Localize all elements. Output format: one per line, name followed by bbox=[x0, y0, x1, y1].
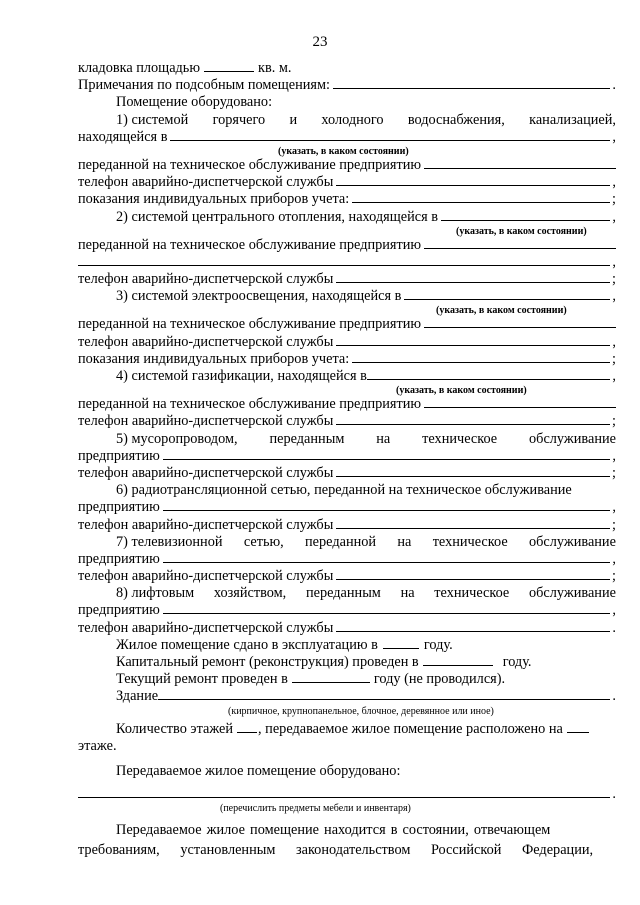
specify-state-note: (указать, в каком состоянии) bbox=[278, 145, 409, 157]
notes-aux-label: Примечания по подсобным помещениям: bbox=[78, 77, 331, 94]
electric-service-line bbox=[78, 316, 616, 333]
phone-label: телефон аварийно-диспетчерской службы bbox=[78, 464, 334, 481]
water-meter-blank bbox=[352, 191, 610, 203]
tv-phone-line: телефон аварийно-диспетчерской службы ; bbox=[78, 568, 616, 585]
lift-enterprise-blank bbox=[163, 602, 611, 614]
year-word: году. bbox=[423, 636, 453, 653]
current-repair-line bbox=[78, 671, 616, 688]
building-type-blank bbox=[158, 688, 610, 700]
heating-phone-blank bbox=[336, 271, 610, 283]
tv-enterprise-blank bbox=[163, 551, 611, 563]
gas-state-blank bbox=[367, 368, 611, 380]
radio-label: 6) радиотрансляционной сетью, переданной на техническое обслуживание bbox=[116, 482, 572, 499]
specify-state-note: (указать, в каком состоянии) bbox=[396, 385, 527, 397]
electric-label: 3) системой электроосвещения, находящейся в bbox=[116, 288, 402, 305]
water-meter-line: показания индивидуальных приборов учета: ; bbox=[78, 191, 616, 208]
water-located-line: находящейся в , bbox=[78, 128, 616, 145]
water-service-line bbox=[78, 157, 616, 174]
floors-cont-line bbox=[78, 738, 616, 755]
radio-phone-blank bbox=[336, 517, 610, 529]
final-text-1: Передаваемое жилое помещение находится в состоянии, отвечающем bbox=[116, 822, 551, 839]
storage-label: кладовка площадью bbox=[78, 60, 201, 76]
enterprise-label: предприятию bbox=[78, 550, 160, 567]
garbage-phone-blank bbox=[336, 465, 610, 477]
specify-state-note: (указать, в каком состоянии) bbox=[456, 225, 587, 237]
word: переданным bbox=[269, 430, 345, 447]
capital-repair-year-blank bbox=[423, 654, 493, 666]
service-label: переданной на техническое обслуживание предприятию bbox=[78, 396, 422, 413]
phone-label: телефон аварийно-диспетчерской службы bbox=[78, 174, 334, 191]
service-label: переданной на техническое обслуживание предприятию bbox=[78, 236, 422, 253]
electric-line: 3) системой электроосвещения, находящейся в , bbox=[116, 288, 616, 305]
lift-enterprise-line: предприятию , bbox=[78, 602, 616, 619]
water-phone-line: телефон аварийно-диспетчерской службы , bbox=[78, 174, 616, 191]
capital-repair-line bbox=[78, 654, 616, 671]
phone-label: телефон аварийно-диспетчерской службы bbox=[78, 413, 334, 430]
radio-line bbox=[78, 482, 616, 499]
gas-service-blank bbox=[424, 396, 616, 408]
equipped-heading bbox=[78, 94, 616, 111]
heating-service-line bbox=[78, 237, 616, 254]
water-phone-blank bbox=[336, 174, 610, 186]
word: канализацией, bbox=[529, 111, 616, 128]
word: техническое bbox=[422, 430, 498, 447]
floors-line bbox=[78, 721, 616, 738]
furniture-line: . bbox=[78, 786, 616, 803]
furniture-note: (перечислить предметы мебели и инвентаря) bbox=[220, 803, 411, 815]
heating-service-cont: , bbox=[78, 254, 616, 271]
garbage-line bbox=[78, 431, 616, 448]
commissioned-label: Жилое помещение сдано в эксплуатацию в bbox=[116, 636, 378, 653]
floors-label-2: , передаваемое жилое помещение расположено на bbox=[258, 720, 563, 737]
enterprise-label: предприятию bbox=[78, 447, 160, 464]
word: водоснабжения, bbox=[407, 111, 505, 128]
floor-word: этаже. bbox=[78, 737, 117, 754]
heating-state-blank bbox=[441, 209, 610, 221]
floor-number-blank bbox=[567, 721, 589, 733]
electric-state-blank bbox=[404, 288, 610, 300]
service-label: переданной на техническое обслуживание предприятию bbox=[78, 316, 422, 333]
furniture-blank bbox=[78, 786, 610, 798]
final-text-2: требованиям, установленным законодательством Российской Федерации, bbox=[78, 841, 594, 858]
electric-service-blank bbox=[424, 316, 616, 328]
heating-service-blank-2 bbox=[78, 254, 610, 266]
lift-line bbox=[78, 585, 616, 602]
year-word: году. bbox=[502, 654, 532, 670]
word: техническое bbox=[432, 533, 508, 550]
gas-line: 4) системой газификации, находящейся в , bbox=[116, 368, 616, 384]
word: 8) лифтовым bbox=[116, 585, 195, 602]
word: и bbox=[289, 111, 298, 128]
word: на bbox=[397, 533, 412, 550]
lift-phone-line: телефон аварийно-диспетчерской службы . bbox=[78, 619, 616, 636]
word: переданной bbox=[305, 533, 377, 550]
page-number: 23 bbox=[312, 34, 328, 50]
meter-label: показания индивидуальных приборов учета: bbox=[78, 350, 350, 367]
floors-label: Количество этажей bbox=[116, 720, 234, 737]
radio-phone-line: телефон аварийно-диспетчерской службы ; bbox=[78, 516, 616, 533]
radio-enterprise-line: предприятию , bbox=[78, 499, 616, 516]
electric-phone-blank bbox=[336, 334, 610, 346]
enterprise-label: предприятию bbox=[78, 602, 160, 619]
heating-phone-line: телефон аварийно-диспетчерской службы ; bbox=[78, 271, 616, 288]
enterprise-label: предприятию bbox=[78, 499, 160, 516]
phone-label: телефон аварийно-диспетчерской службы bbox=[78, 516, 334, 533]
storage-line bbox=[78, 60, 616, 77]
gas-label: 4) системой газификации, находящейся в bbox=[116, 368, 367, 384]
lift-phone-blank bbox=[336, 620, 610, 632]
word: обслуживание bbox=[528, 533, 616, 550]
word: 1) системой bbox=[116, 111, 189, 128]
document-body bbox=[78, 60, 616, 859]
tv-enterprise-line: предприятию , bbox=[78, 550, 616, 567]
meter-label: показания индивидуальных приборов учета: bbox=[78, 191, 350, 208]
word: горячего bbox=[212, 111, 266, 128]
building-note: (кирпичное, крупнопанельное, блочное, деревянное или иное) bbox=[228, 705, 494, 717]
building-line: Здание . bbox=[116, 688, 616, 705]
radio-enterprise-blank bbox=[163, 499, 611, 511]
water-state-blank bbox=[170, 129, 610, 141]
current-repair-label: Текущий ремонт проведен в bbox=[116, 671, 288, 688]
phone-label: телефон аварийно-диспетчерской службы bbox=[78, 333, 334, 350]
word: сетью, bbox=[243, 533, 284, 550]
specify-state-note: (указать, в каком состоянии) bbox=[436, 305, 567, 317]
heating-label: 2) системой центрального отопления, находящейся в bbox=[116, 208, 438, 225]
commissioned-line bbox=[78, 637, 616, 654]
word: на bbox=[400, 585, 415, 602]
garbage-phone-line: телефон аварийно-диспетчерской службы ; bbox=[78, 464, 616, 481]
capital-repair-label: Капитальный ремонт (реконструкция) проведен в bbox=[116, 654, 419, 670]
final-line-1 bbox=[78, 822, 616, 839]
word: на bbox=[376, 430, 391, 447]
word: холодного bbox=[321, 111, 384, 128]
notes-aux-line: Примечания по подсобным помещениям: . bbox=[78, 77, 616, 94]
equipped-label: Помещение оборудовано: bbox=[116, 94, 273, 111]
storage-unit: кв. м. bbox=[258, 60, 292, 76]
gas-phone-blank bbox=[336, 413, 610, 425]
equipped-with-label: Передаваемое жилое помещение оборудовано: bbox=[116, 762, 401, 779]
service-label: переданной на техническое обслуживание предприятию bbox=[78, 156, 422, 173]
floors-count-blank bbox=[237, 721, 257, 733]
gas-phone-line: телефон аварийно-диспетчерской службы ; bbox=[78, 413, 616, 430]
electric-phone-line: телефон аварийно-диспетчерской службы , bbox=[78, 333, 616, 350]
heating-line: 2) системой центрального отопления, находящейся в , bbox=[116, 208, 616, 225]
garbage-enterprise-blank bbox=[163, 448, 611, 460]
electric-meter-line: показания индивидуальных приборов учета: ; bbox=[78, 350, 616, 367]
current-repair-note: году (не проводился). bbox=[373, 671, 506, 688]
tv-phone-blank bbox=[336, 568, 610, 580]
storage-area-blank bbox=[204, 60, 254, 72]
heating-service-blank bbox=[424, 237, 616, 249]
garbage-enterprise-line: предприятию , bbox=[78, 447, 616, 464]
electric-meter-blank bbox=[352, 351, 610, 363]
water-system-line bbox=[78, 112, 616, 129]
word: обслуживание bbox=[529, 585, 616, 602]
phone-label: телефон аварийно-диспетчерской службы bbox=[78, 271, 334, 288]
tv-line bbox=[78, 534, 616, 551]
phone-label: телефон аварийно-диспетчерской службы bbox=[78, 619, 334, 636]
final-line-2 bbox=[78, 842, 616, 859]
equipped-with-line bbox=[78, 763, 616, 780]
phone-label: телефон аварийно-диспетчерской службы bbox=[78, 568, 334, 585]
water-service-blank bbox=[424, 157, 616, 169]
word: 7) телевизионной bbox=[116, 533, 223, 550]
word: обслуживание bbox=[529, 430, 616, 447]
word: переданным bbox=[305, 585, 381, 602]
located-label: находящейся в bbox=[78, 128, 168, 145]
notes-aux-blank bbox=[333, 77, 610, 89]
building-label: Здание bbox=[116, 688, 159, 705]
gas-service-line bbox=[78, 396, 616, 413]
commissioned-year-blank bbox=[383, 637, 419, 649]
current-repair-year-blank bbox=[292, 671, 370, 683]
word: хозяйством, bbox=[213, 585, 287, 602]
word: техническое bbox=[434, 585, 510, 602]
word: 5) мусоропроводом, bbox=[116, 430, 238, 447]
